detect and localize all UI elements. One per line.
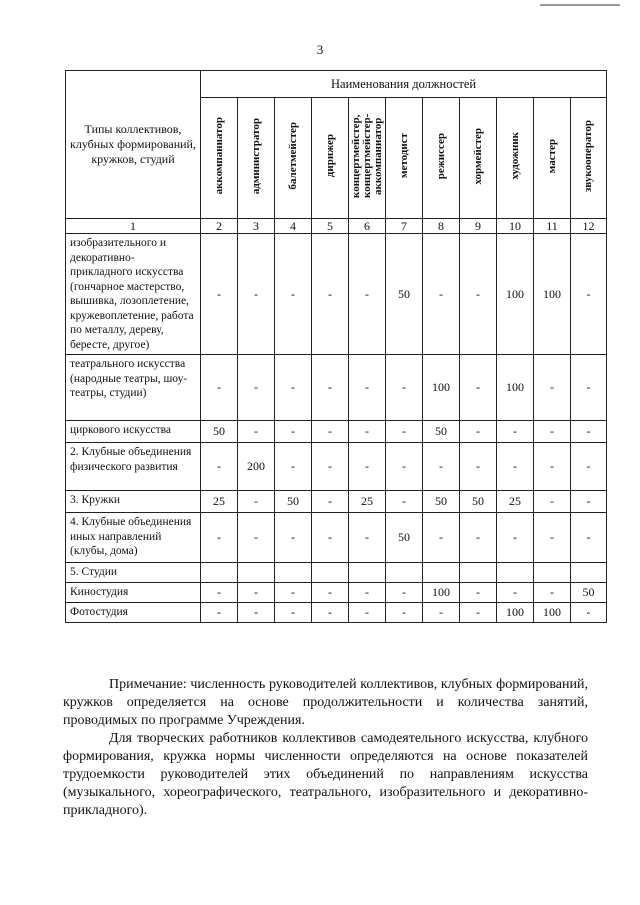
table-cell: - <box>312 513 349 563</box>
note-paragraph-norms: Для творческих работников коллективов самодеятельного искусства, клубного формирования, кружка нормы численности определяются на основе показателей трудоемкости руководителей этих объединений по направлениям искусства (музыкального, хореографического, театрального, изобразительного и декоративно-прикладного). <box>63 731 588 818</box>
table-row <box>66 491 607 513</box>
table-cell: - <box>312 234 349 355</box>
table-cell: - <box>238 513 275 563</box>
row-label: изобразительного и декоративно-прикладного искусства (гончарное мастерство, вышивка, лозоплетение, кружевоплетение, работа по металлу, дереву, бересте, другое) <box>66 234 201 355</box>
table-cell: - <box>534 513 571 563</box>
table-cell <box>275 563 312 583</box>
table-cell: - <box>238 603 275 623</box>
table-row <box>66 513 607 563</box>
table-cell: - <box>460 234 497 355</box>
column-number: 2 <box>201 219 238 234</box>
table-cell: - <box>571 513 607 563</box>
table-cell: - <box>349 355 386 421</box>
position-header <box>534 98 571 219</box>
position-label: администратор <box>249 117 262 195</box>
table-cell: 100 <box>497 355 534 421</box>
column-number: 11 <box>534 219 571 234</box>
table-cell <box>201 563 238 583</box>
table-cell: 100 <box>534 603 571 623</box>
table-cell: 50 <box>275 491 312 513</box>
table-row <box>66 603 607 623</box>
scan-top-mark <box>540 4 620 6</box>
row-label: Фотостудия <box>66 603 201 623</box>
column-number: 8 <box>423 219 460 234</box>
position-header <box>571 98 607 219</box>
table-cell <box>386 563 423 583</box>
table-cell: - <box>534 491 571 513</box>
table-cell: 50 <box>423 421 460 443</box>
note-paragraph: Примечание: численность руководителей коллективов, клубных формирований, кружков определяется на основе продолжительности и количества занятий, проводимых по программе Учреждения. <box>63 677 588 728</box>
table-cell: - <box>571 603 607 623</box>
position-label: методист <box>397 133 410 179</box>
table-cell: 50 <box>386 513 423 563</box>
position-label: мастер <box>545 138 558 174</box>
table-cell: - <box>238 491 275 513</box>
column-number: 4 <box>275 219 312 234</box>
table-cell: - <box>497 513 534 563</box>
table-cell: - <box>201 583 238 603</box>
header-position-names: Наименования должностей <box>201 71 607 98</box>
table-cell: - <box>571 443 607 491</box>
table-cell: - <box>497 421 534 443</box>
table-cell: 50 <box>460 491 497 513</box>
table-cell: - <box>534 583 571 603</box>
table-row <box>66 355 607 421</box>
table-cell: - <box>497 443 534 491</box>
table-cell: 50 <box>423 491 460 513</box>
table-cell: - <box>349 603 386 623</box>
table-cell: - <box>571 234 607 355</box>
table-cell: - <box>275 355 312 421</box>
table-cell: 100 <box>497 234 534 355</box>
row-label: театрального искусства (народные театры, шоу-театры, студии) <box>66 355 201 421</box>
table-cell: - <box>497 583 534 603</box>
position-header <box>312 98 349 219</box>
row-label: 3. Кружки <box>66 491 201 513</box>
table-cell: - <box>460 603 497 623</box>
column-number: 7 <box>386 219 423 234</box>
table-row <box>66 583 607 603</box>
table-cell: - <box>275 443 312 491</box>
table-cell: - <box>312 355 349 421</box>
table-cell: - <box>386 583 423 603</box>
table-cell: - <box>238 355 275 421</box>
table-cell: - <box>423 443 460 491</box>
position-label: хормейстер <box>471 127 484 185</box>
column-number: 9 <box>460 219 497 234</box>
position-label: режиссер <box>434 132 447 180</box>
table-cell: - <box>386 491 423 513</box>
table-cell: - <box>201 603 238 623</box>
position-header <box>201 98 238 219</box>
header-collective-types: Типы коллективов, клубных формирований, кружков, студий <box>66 71 201 219</box>
position-header <box>275 98 312 219</box>
staffing-norms-table <box>65 70 607 623</box>
table-cell: - <box>201 443 238 491</box>
table-cell: - <box>201 234 238 355</box>
row-label: 2. Клубные объединения физического развития <box>66 443 201 491</box>
table-cell: - <box>238 583 275 603</box>
row-label: 5. Студии <box>66 563 201 583</box>
column-number: 1 <box>66 219 201 234</box>
table-cell: - <box>423 513 460 563</box>
table-cell: - <box>349 443 386 491</box>
position-label: звукооператор <box>582 119 595 193</box>
position-label: аккомпаниатор <box>212 117 225 195</box>
column-number: 6 <box>349 219 386 234</box>
row-label: циркового искусства <box>66 421 201 443</box>
table-cell: - <box>201 355 238 421</box>
page-number: 3 <box>316 42 324 57</box>
table-cell: 100 <box>423 355 460 421</box>
table-cell: - <box>571 491 607 513</box>
table-row <box>66 443 607 491</box>
table-cell: 50 <box>201 421 238 443</box>
table-cell: 100 <box>497 603 534 623</box>
table-cell: - <box>460 421 497 443</box>
table-cell: - <box>571 355 607 421</box>
table-cell: - <box>386 355 423 421</box>
table-cell <box>497 563 534 583</box>
table-cell: - <box>460 355 497 421</box>
table-cell: - <box>349 583 386 603</box>
table-row <box>66 421 607 443</box>
table-cell: - <box>349 513 386 563</box>
table-row <box>66 234 607 355</box>
table-cell: 25 <box>497 491 534 513</box>
table-cell: 25 <box>201 491 238 513</box>
position-header <box>460 98 497 219</box>
table-cell: - <box>275 513 312 563</box>
table-cell: - <box>386 443 423 491</box>
table-cell: - <box>312 603 349 623</box>
table-cell <box>534 563 571 583</box>
column-number: 5 <box>312 219 349 234</box>
column-number: 12 <box>571 219 607 234</box>
column-number: 10 <box>497 219 534 234</box>
table-cell <box>571 563 607 583</box>
table-cell <box>238 563 275 583</box>
table-cell: - <box>423 603 460 623</box>
table-cell: - <box>534 443 571 491</box>
position-header <box>238 98 275 219</box>
position-header <box>497 98 534 219</box>
row-label: 4. Клубные объединения иных направлений (клубы, дома) <box>66 513 201 563</box>
table-cell <box>312 563 349 583</box>
table-cell: 50 <box>571 583 607 603</box>
position-label: концертмейстер, концертмейстер-аккомпаниатор <box>349 113 384 199</box>
table-cell: 100 <box>423 583 460 603</box>
table-cell: - <box>275 603 312 623</box>
table-cell: - <box>201 513 238 563</box>
table-cell: - <box>534 421 571 443</box>
table-cell: - <box>275 421 312 443</box>
table-cell: - <box>423 234 460 355</box>
table-cell: - <box>238 421 275 443</box>
table-cell: - <box>312 491 349 513</box>
table-cell: - <box>312 583 349 603</box>
table-cell: - <box>349 234 386 355</box>
position-label: балетмейстер <box>286 122 299 190</box>
position-header <box>423 98 460 219</box>
column-number: 3 <box>238 219 275 234</box>
table-row <box>66 563 607 583</box>
table-cell: - <box>534 355 571 421</box>
table-cell: - <box>349 421 386 443</box>
table-cell: - <box>571 421 607 443</box>
table-cell: - <box>312 421 349 443</box>
table-cell: - <box>275 583 312 603</box>
table-cell: - <box>386 603 423 623</box>
position-label: дирижер <box>323 134 336 178</box>
table-cell: 200 <box>238 443 275 491</box>
table-cell: - <box>275 234 312 355</box>
table-cell: - <box>312 443 349 491</box>
table-cell: 50 <box>386 234 423 355</box>
table-cell <box>423 563 460 583</box>
position-header <box>386 98 423 219</box>
position-header <box>349 98 386 219</box>
table-cell: - <box>460 443 497 491</box>
table-cell: 25 <box>349 491 386 513</box>
table-cell <box>349 563 386 583</box>
table-cell: 100 <box>534 234 571 355</box>
position-label: художник <box>508 132 521 180</box>
table-cell: - <box>460 583 497 603</box>
table-cell: - <box>386 421 423 443</box>
row-label: Киностудия <box>66 583 201 603</box>
table-cell: - <box>238 234 275 355</box>
table-cell: - <box>460 513 497 563</box>
table-cell <box>460 563 497 583</box>
